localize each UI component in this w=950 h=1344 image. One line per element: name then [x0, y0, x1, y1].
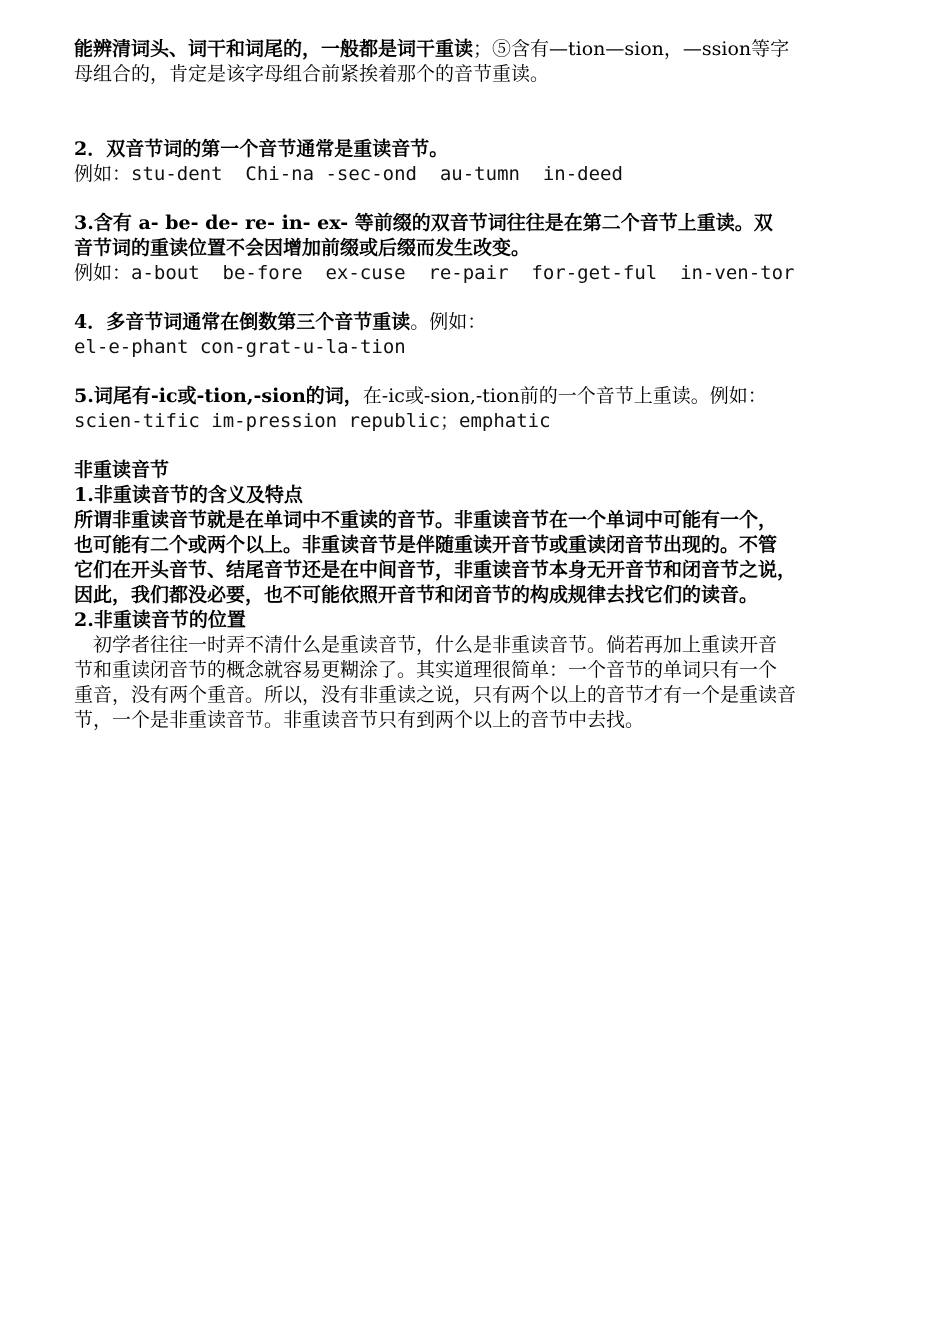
rule-3-example-text: a-bout be-fore ex-cuse re-pair for-get-ful in-ven-tor — [131, 262, 795, 284]
rule-2-example — [74, 162, 894, 187]
intro-line-1 — [74, 37, 894, 62]
rule-4-heading-rest: 。例如： — [410, 311, 487, 333]
rule-4-heading — [74, 310, 894, 335]
unstressed-sub2-line-3: 重音，没有两个重音。所以，没有非重读之说，只有两个以上的音节才有一个是重读音 — [74, 684, 797, 706]
rule-3-heading-line-1: 3.含有 a- be- de- re- in- ex- 等前缀的双音节词往往是在第二个音节上重读。双 — [74, 212, 773, 234]
rule-5-heading-rest: 在-ic或-sion,-tion前的一个音节上重读。例如： — [362, 385, 767, 407]
rule-5-heading — [74, 384, 894, 409]
rule-4-example: el-e-phant con-grat-u-la-tion — [74, 336, 406, 358]
unstressed-sub1-line-2: 也可能有二个或两个以上。非重读音节是伴随重读开音节或重读闭音节出现的。不管 — [74, 534, 778, 556]
unstressed-sub1-line-3: 它们在开头音节、结尾音节还是在中间音节，非重读音节本身无开音节和闭音节之说， — [74, 559, 797, 581]
unstressed-sub2-line-4: 节，一个是非重读音节。非重读音节只有到两个以上的音节中去找。 — [74, 709, 645, 731]
document-body — [74, 37, 894, 733]
unstressed-subheading-1: 1.非重读音节的含义及特点 — [74, 484, 303, 506]
unstressed-section-title: 非重读音节 — [74, 459, 170, 481]
rule-3-example — [74, 261, 894, 286]
rule-5-heading-bold: 5.词尾有-ic或-tion,-sion的词， — [74, 385, 363, 407]
rule-4-heading-bold: 4．多音节词通常在倒数第三个音节重读 — [74, 311, 411, 333]
intro-rest-text: ；⑤含有—tion—sion，—ssion等字 — [473, 38, 790, 60]
intro-bold-text: 能辨清词头、词干和词尾的，一般都是词干重读 — [74, 38, 474, 60]
intro-line-2: 母组合的，肯定是该字母组合前紧挨着那个的音节重读。 — [74, 63, 550, 85]
rule-2-example-text: stu-dent Chi-na -sec-ond au-tumn in-deed — [131, 163, 623, 185]
unstressed-subheading-2: 2.非重读音节的位置 — [74, 609, 246, 631]
unstressed-sub1-line-4: 因此，我们都没必要，也不可能依照开音节和闭音节的构成规律去找它们的读音。 — [74, 584, 759, 606]
unstressed-sub2-line-1: 初学者往往一时弄不清什么是重读音节，什么是非重读音节。倘若再加上重读开音 — [93, 634, 778, 656]
rule-2-heading: 2．双音节词的第一个音节通常是重读音节。 — [74, 138, 449, 160]
rule-5-example: scien-tific im-pression republic；emphatic — [74, 410, 551, 432]
rule-3-heading-line-2: 音节词的重读位置不会因增加前缀或后缀而发生改变。 — [74, 237, 531, 259]
unstressed-sub2-line-2: 节和重读闭音节的概念就容易更糊涂了。其实道理很简单：一个音节的单词只有一个 — [74, 659, 778, 681]
rule-3-example-label: 例如： — [74, 262, 132, 284]
unstressed-sub1-line-1: 所谓非重读音节就是在单词中不重读的音节。非重读音节在一个单词中可能有一个， — [74, 509, 778, 531]
rule-2-example-label: 例如： — [74, 163, 132, 185]
